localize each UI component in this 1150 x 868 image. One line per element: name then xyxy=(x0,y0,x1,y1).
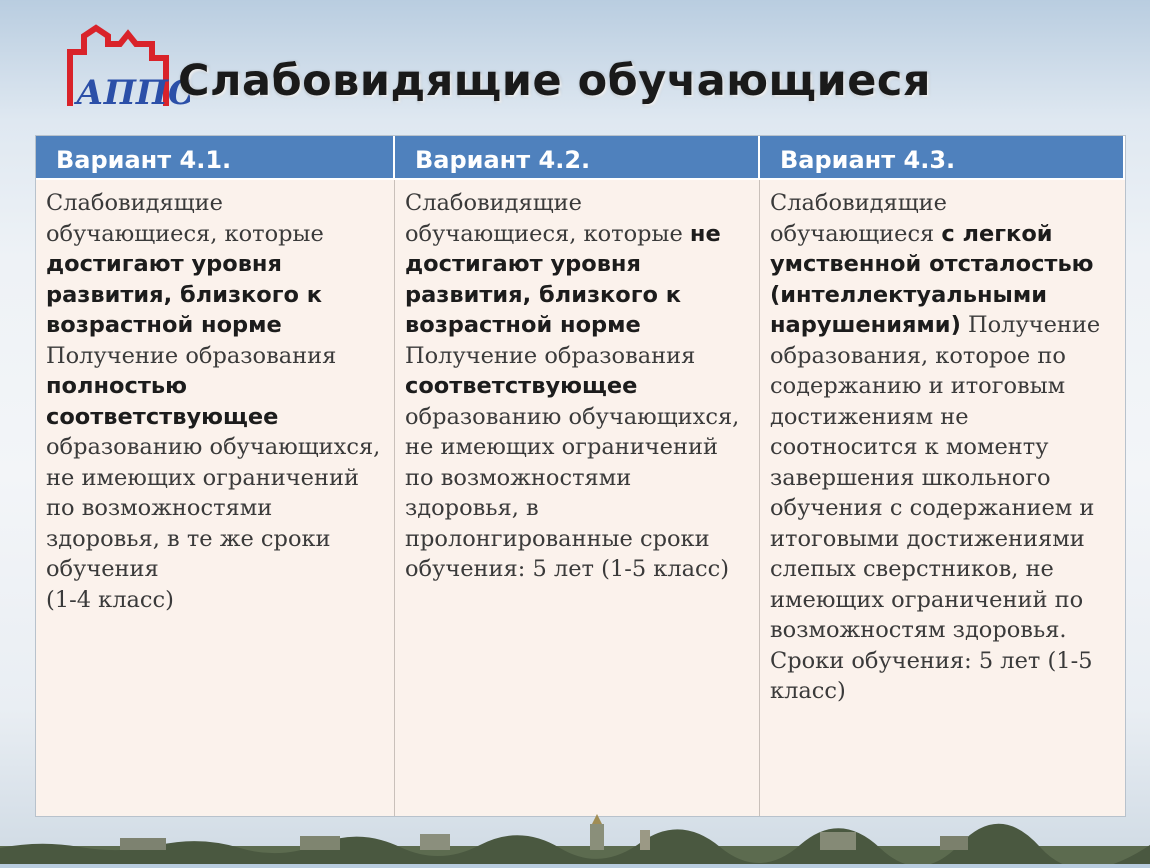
city-skyline-decoration xyxy=(0,814,1150,864)
cell-text: Получение образования, которое по содержанию и итоговым достижениям не соотносится к моменту завершения школьного обучения с содержанием и итоговыми достижениями слепых сверстников, не имеющих ограничений по возможностям здоровья. Сроки обучения: 5 лет (1-5 класс) xyxy=(770,312,1101,704)
logo-text: АППО xyxy=(76,73,190,113)
header-variant-4-1: Вариант 4.1. xyxy=(36,136,395,180)
cell-text: образованию обучающихся, не имеющих ограничений по возможностями здоровья, в пролонгированные сроки обучения: 5 лет (1-5 класс) xyxy=(405,403,740,582)
cell-text: Слабовидящие обучающиеся xyxy=(770,190,947,247)
cell-bold-text: не достигают уровня развития, близкого к возрастной норме xyxy=(405,220,721,338)
cell-bold-text: соответствующее xyxy=(405,373,638,399)
cell-variant-4-2 xyxy=(395,180,760,816)
page-title: Слабовидящие обучающиеся xyxy=(178,56,931,106)
appo-logo xyxy=(62,18,190,118)
cell-text: образованию обучающихся, не имеющих ограничений по возможностями здоровья, в те же сроки обучения xyxy=(46,434,381,582)
cell-text: Слабовидящие обучающиеся, которые xyxy=(46,190,324,247)
cell-text: Получение образования xyxy=(405,342,696,369)
header-variant-4-3: Вариант 4.3. xyxy=(760,136,1125,180)
variants-table xyxy=(35,135,1126,817)
cell-text: (1-4 класс) xyxy=(46,586,174,613)
header-variant-4-2: Вариант 4.2. xyxy=(395,136,760,180)
cell-text: Получение образования xyxy=(46,342,337,369)
cell-text: Слабовидящие обучающиеся, которые xyxy=(405,190,690,247)
cell-variant-4-1 xyxy=(36,180,395,816)
cell-bold-text: с легкой умственной отсталостью (интеллектуальными нарушениями) xyxy=(770,220,1094,338)
cell-bold-text: достигают уровня развития, близкого к возрастной норме xyxy=(46,251,323,338)
cell-variant-4-3 xyxy=(760,180,1125,816)
cell-bold-text: полностью соответствующее xyxy=(46,373,279,430)
